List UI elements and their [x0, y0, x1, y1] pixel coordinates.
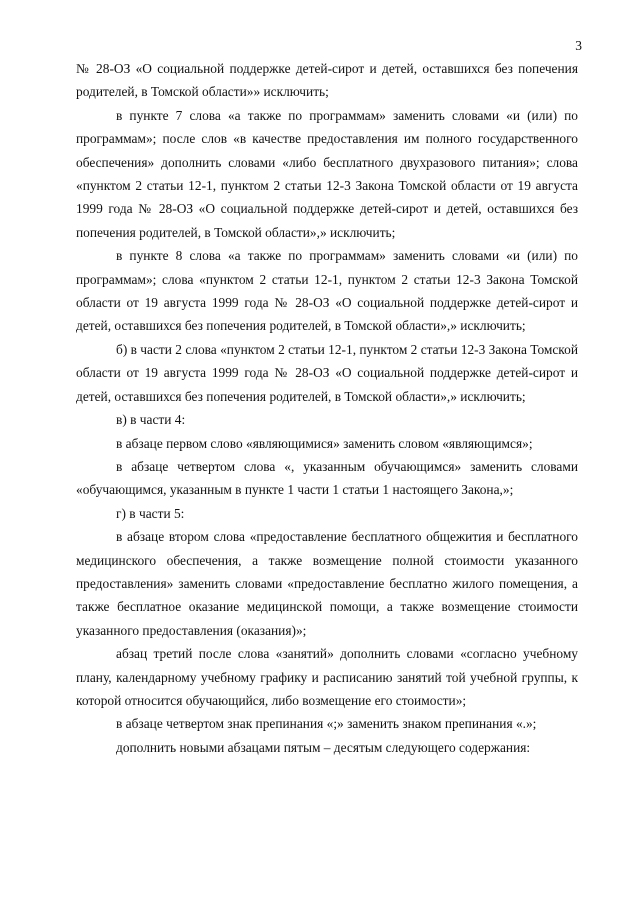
paragraph: в абзаце четвертом слова «, указанным обучающимся» заменить словами «обучающимся, указанным в пункте 1 части 1 статьи 1 настоящего Закона,»; — [76, 458, 578, 498]
paragraph: в пункте 8 слова «а также по программам» заменить словами «и (или) по программам»; слова «пунктом 2 статьи 12-1, пунктом 2 статьи 12-3 Закона Томской области от 19 августа 1999 года № 28-ОЗ «О социальной поддержке детей-сирот и детей, оставшихся без попечения родителей, в Томской области»,» исключить; — [76, 248, 578, 334]
paragraph: в) в части 4: — [116, 412, 186, 428]
paragraph: в абзаце четвертом знак препинания «;» заменить знаком препинания «.»; — [116, 716, 537, 732]
paragraph: абзац третий после слова «занятий» дополнить словами «согласно учебному плану, календарному учебному графику и расписанию занятий той учебной группы, к которой относится обучающийся, либо возмещение его стоимости»; — [76, 646, 578, 708]
paragraph: в абзаце втором слова «предоставление бесплатного общежития и бесплатного медицинского обеспечения, а также возмещение полной стоимости указанного предоставления» заменить словами «предоставление бесплатно жилого помещения, а также бесплатное оказание медицинской помощи, а также возмещение стоимости указанного предоставления (оказания)»; — [76, 529, 578, 638]
paragraph: г) в части 5: — [116, 505, 185, 521]
paragraph: дополнить новыми абзацами пятым – десятым следующего содержания: — [116, 739, 531, 755]
page-number: 3 — [575, 38, 582, 53]
paragraph: в пункте 7 слова «а также по программам» заменить словами «и (или) по программам»; после слов «в качестве предоставления им полного государственного обеспечения» дополнить словами «либо бесплатного двухразового питания»; слова «пунктом 2 статьи 12-1, пунктом 2 статьи 12-3 Закона Томской области от 19 августа 1999 года № 28-ОЗ «О социальной поддержке детей-сирот и детей, оставшихся без попечения родителей, в Томской области»,» исключить; — [76, 107, 578, 240]
paragraph: в абзаце первом слово «являющимися» заменить словом «являющимся»; — [116, 435, 533, 451]
paragraph: № 28-ОЗ «О социальной поддержке детей-сирот и детей, оставшихся без попечения родителей, в Томской области»» исключить; — [76, 61, 578, 100]
document-body — [76, 57, 578, 759]
paragraph: б) в части 2 слова «пунктом 2 статьи 12-1, пунктом 2 статьи 12-3 Закона Томской области от 19 августа 1999 года № 28-ОЗ «О социальной поддержке детей-сирот и детей, оставшихся без попечения родителей, в Томской области»,» исключить; — [76, 341, 578, 404]
